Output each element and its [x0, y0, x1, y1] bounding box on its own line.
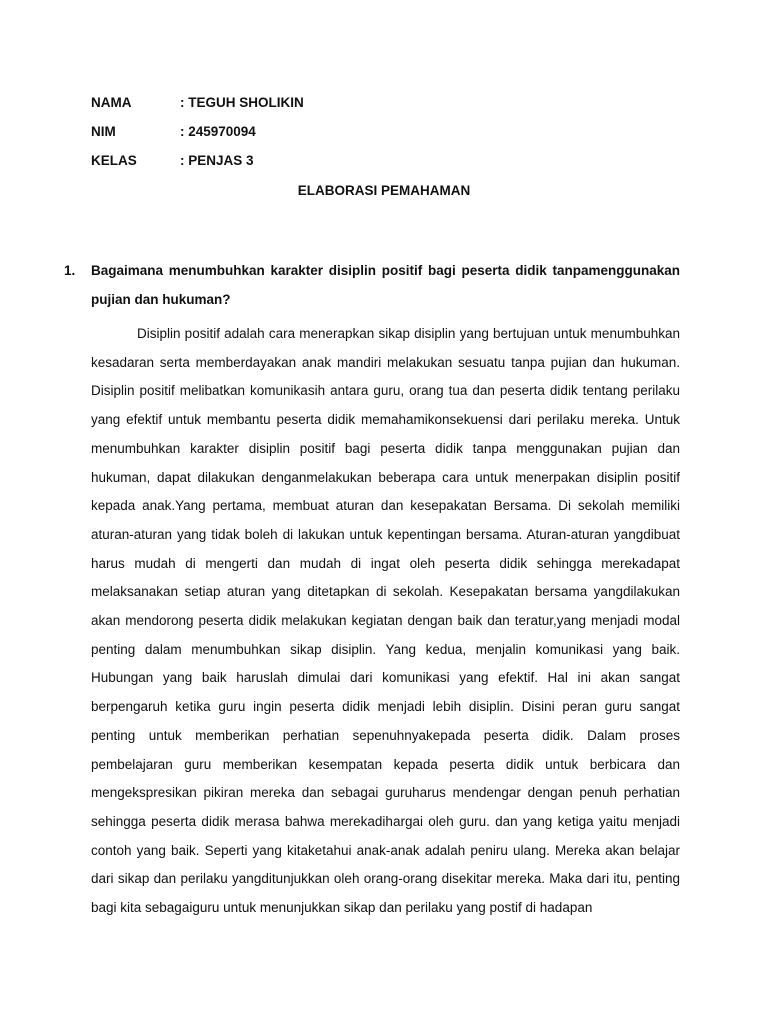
question-item — [64, 256, 680, 314]
name-label: NAMA — [91, 95, 132, 110]
class-label: KELAS — [91, 153, 137, 168]
class-value: : PENJAS 3 — [180, 153, 254, 168]
document-title: ELABORASI PEMAHAMAN — [297, 183, 471, 198]
identity-row-nim — [91, 122, 256, 142]
question-text: Bagaimana menumbuhkan karakter disiplin positif bagi peserta didik tanpamenggunakan pujian dan hukuman? — [91, 263, 680, 307]
identity-row-class — [91, 151, 254, 171]
nim-label: NIM — [91, 124, 116, 139]
question-number: 1. — [64, 263, 76, 278]
nim-value: : 245970094 — [180, 124, 256, 139]
identity-row-name — [91, 93, 304, 113]
name-value: : TEGUH SHOLIKIN — [180, 95, 304, 110]
answer-paragraph: Disiplin positif adalah cara menerapkan sikap disiplin yang bertujuan untuk menumbuhkan kesadaran serta memberdayakan anak mandiri melakukan sesuatu tanpa pujian dan hukuman. Disiplin positif melibatkan komunikasih antara guru, orang tua dan peserta didik tentang perilaku yang efektif untuk membantu peserta didik memahamikonsekuensi dari perilaku mereka. Untuk menumbuhkan karakter disiplin positif bagi peserta didik tanpa menggunakan pujian dan hukuman, dapat dilakukan denganmelakukan beberapa cara untuk menerpakan disiplin positif kepada anak.Yang pertama, membuat aturan dan kesepakatan Bersama. Di sekolah memiliki aturan-aturan yang tidak boleh di lakukan untuk kepentingan bersama. Aturan-aturan yangdibuat harus mudah di mengerti dan mudah di ingat oleh peserta didik sehingga merekadapat melaksanakan setiap aturan yang ditetapkan di sekolah. Kesepakatan bersama yangdilakukan akan mendorong peserta didik melakukan kegiatan dengan baik dan teratur,yang menjadi modal penting dalam menumbuhkan sikap disiplin. Yang kedua, menjalin komunikasi yang baik. Hubungan yang baik haruslah dimulai dari komunikasi yang efektif. Hal ini akan sangat berpengaruh ketika guru ingin peserta didik menjadi lebih disiplin. Disini peran guru sangat penting untuk memberikan perhatian sepenuhnyakepada peserta didik. Dalam proses pembelajaran guru memberikan kesempatan kepada peserta didik untuk berbicara dan mengekspresikan pikiran mereka dan sebagai guruharus mendengar dengan penuh perhatian sehingga peserta didik merasa bahwa merekadihargai oleh guru. dan yang ketiga yaitu menjadi contoh yang baik. Seperti yang kitaketahui anak-anak adalah peniru ulang. Mereka akan belajar dari sikap dan perilaku yangditunjukkan oleh orang-orang disekitar mereka. Maka dari itu, penting bagi kita sebagaiguru untuk menunjukkan sikap dan perilaku yang postif di hadapan — [91, 326, 680, 916]
